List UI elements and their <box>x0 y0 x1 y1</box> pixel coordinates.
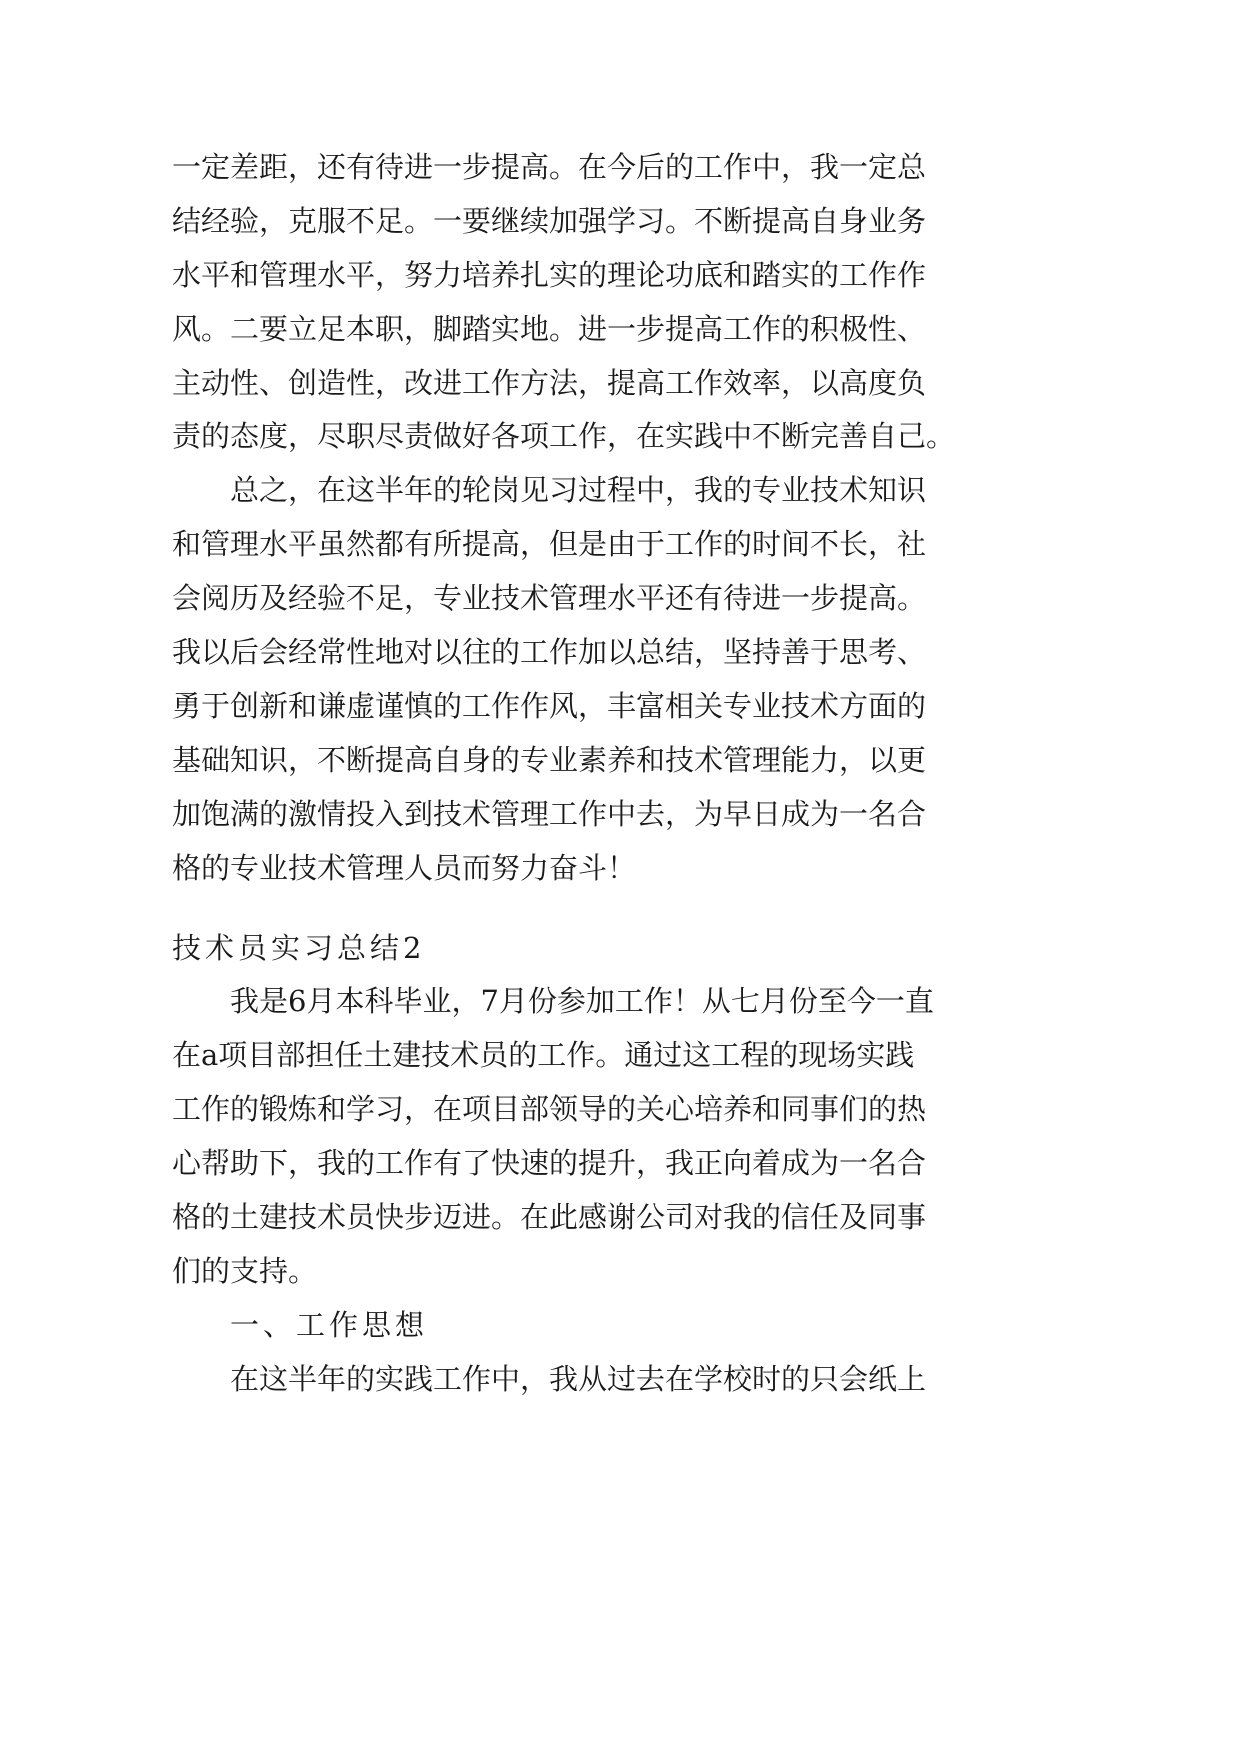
text-line: 们的支持。 <box>172 1254 318 1288</box>
text-line: 结经验，克服不足。一要继续加强学习。不断提高自身业务 <box>172 204 927 238</box>
text-line: 主动性、创造性，改进工作方法，提高工作效率，以高度负 <box>172 366 927 400</box>
text-line: 我以后会经常性地对以往的工作加以总结，坚持善于思考、 <box>172 635 927 669</box>
text-line: 风。二要立足本职，脚踏实地。进一步提高工作的积极性、 <box>172 312 927 346</box>
text-line: 一定差距，还有待进一步提高。在今后的工作中，我一定总 <box>172 150 927 184</box>
text-line: 在a项目部担任土建技术员的工作。通过这工程的现场实践 <box>172 1038 915 1072</box>
text-line: 水平和管理水平，努力培养扎实的理论功底和踏实的工作作 <box>172 258 927 292</box>
text-line: 心帮助下，我的工作有了快速的提升，我正向着成为一名合 <box>172 1146 927 1180</box>
section-heading: 技术员实习总结2 <box>172 931 426 965</box>
paragraph-first-line: 总之，在这半年的轮岗见习过程中，我的专业技术知识 <box>230 473 927 507</box>
text-line: 责的态度，尽职尽责做好各项工作，在实践中不断完善自己。 <box>172 419 956 453</box>
paragraph-first-line: 在这半年的实践工作中，我从过去在学校时的只会纸上 <box>230 1362 927 1396</box>
text-line: 基础知识，不断提高自身的专业素养和技术管理能力，以更 <box>172 743 927 777</box>
text-line: 格的土建技术员快步迈进。在此感谢公司对我的信任及同事 <box>172 1200 927 1234</box>
text-line: 加饱满的激情投入到技术管理工作中去，为早日成为一名合 <box>172 797 927 831</box>
text-line: 勇于创新和谦虚谨慎的工作作风，丰富相关专业技术方面的 <box>172 689 927 723</box>
subsection-heading: 一、工作思想 <box>230 1308 429 1342</box>
text-line: 会阅历及经验不足，专业技术管理水平还有待进一步提高。 <box>172 581 927 615</box>
paragraph-first-line: 我是6月本科毕业，7月份参加工作！从七月份至今一直 <box>230 984 934 1018</box>
text-line: 格的专业技术管理人员而努力奋斗！ <box>172 851 637 885</box>
text-line: 和管理水平虽然都有所提高，但是由于工作的时间不长，社 <box>172 527 927 561</box>
text-line: 工作的锻炼和学习，在项目部领导的关心培养和同事们的热 <box>172 1092 927 1126</box>
